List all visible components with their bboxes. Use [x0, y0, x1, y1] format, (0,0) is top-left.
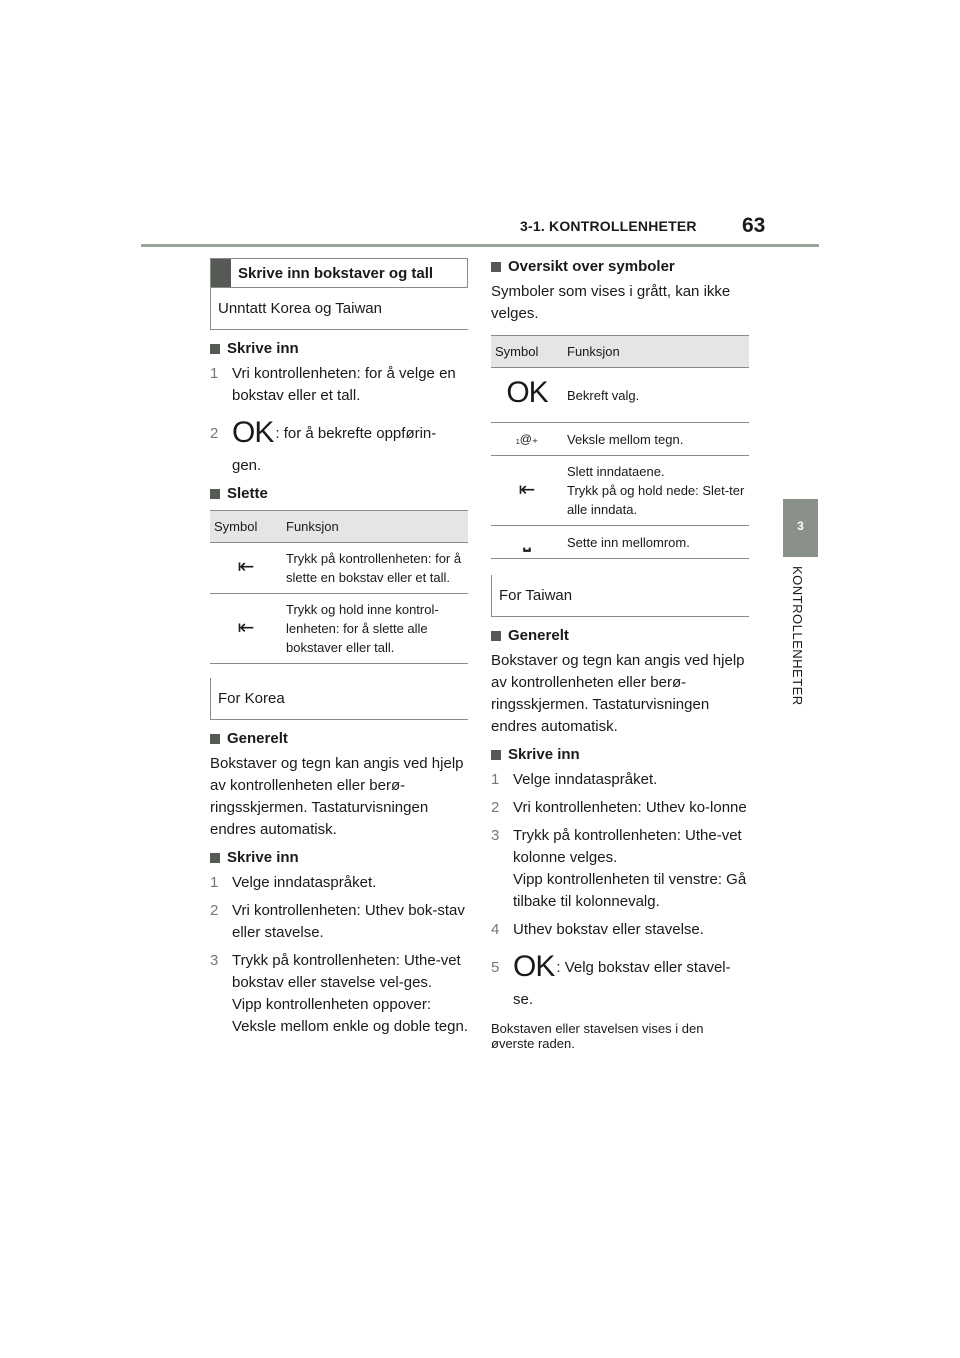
ok-icon: OK: [513, 950, 555, 983]
box-title-text: Skrive inn bokstaver og tall: [238, 264, 434, 282]
table-row: [491, 368, 749, 423]
ok-icon: OK: [232, 416, 274, 449]
heading-write-text: Skrive inn: [227, 849, 299, 866]
table-cell: Bekreft valg.: [563, 368, 749, 423]
delete-table: [210, 510, 468, 664]
step-text: Velge inndataspråket.: [513, 771, 658, 788]
step-2: [210, 900, 468, 944]
switch-characters-icon: ₁@₊: [491, 423, 563, 456]
step-3: [210, 950, 468, 1038]
column-symbol: Symbol: [491, 336, 563, 368]
general-paragraph: Bokstaver og tegn kan angis ved hjelp av kontrollenheten eller berø-ringsskjermen. Tastaturvisningen endres automatisk.: [491, 652, 745, 735]
step-number: 2: [491, 799, 500, 816]
step-3: [491, 825, 749, 913]
step-number: 2: [210, 902, 219, 919]
table-cell: Trykk og hold inne kontrol-lenheten: for å slette alle bokstaver eller tall.: [282, 594, 468, 664]
overview-paragraph: Symboler som vises i grått, kan ikke velges.: [491, 283, 731, 322]
table-cell: Sette inn mellomrom.: [563, 526, 749, 559]
heading-general: [210, 730, 468, 747]
heading-delete: [210, 485, 468, 502]
heading-square-icon: [210, 344, 220, 354]
step-text: Vri kontrollenheten: Uthev ko-lonne: [513, 799, 747, 816]
heading-general-text: Generelt: [508, 627, 569, 644]
heading-square-icon: [210, 734, 220, 744]
backspace-icon: ⇤: [210, 594, 282, 664]
step-1: [210, 363, 468, 407]
step-number: 5: [491, 959, 500, 976]
heading-write-text: Skrive inn: [227, 340, 299, 357]
page-number: 63: [742, 214, 766, 237]
table-header-row: [491, 336, 749, 368]
subtitle-except-korea-taiwan: Unntatt Korea og Taiwan: [210, 288, 468, 330]
heading-overview-text: Oversikt over symboler: [508, 258, 675, 275]
heading-general-text: Generelt: [227, 730, 288, 747]
heading-square-icon: [491, 750, 501, 760]
step-text-main: Trykk på kontrollenheten: Uthe-vet kolonne velges.: [513, 827, 742, 866]
step-number: 4: [491, 921, 500, 938]
step-text: [513, 825, 749, 913]
step-4: [491, 919, 749, 941]
footnote: Bokstaven eller stavelsen vises i den øverste raden.: [491, 1021, 704, 1051]
heading-write-taiwan: [491, 746, 749, 763]
box-title: [210, 258, 468, 288]
heading-delete-text: Slette: [227, 485, 268, 502]
step-text-extra: Vipp kontrollenheten til venstre: Gå tilbake til kolonnevalg.: [513, 871, 747, 910]
table-row: [210, 543, 468, 594]
heading-overview: [491, 258, 749, 275]
table-row: [491, 526, 749, 559]
column-function: Funksjon: [282, 511, 468, 543]
step-number: 3: [491, 827, 500, 844]
left-column: [210, 258, 468, 1044]
table-cell: Trykk på kontrollenheten: for å slette en bokstav eller et tall.: [282, 543, 468, 594]
table-header-row: [210, 511, 468, 543]
subtitle-taiwan: For Taiwan: [491, 575, 749, 617]
heading-square-icon: [210, 853, 220, 863]
heading-write-text: Skrive inn: [508, 746, 580, 763]
table-row: [210, 594, 468, 664]
step-text: Vri kontrollenheten: Uthev bok-stav eller stavelse.: [232, 902, 465, 941]
step-text: Vri kontrollenheten: for å velge en bokstav eller et tall.: [232, 365, 456, 404]
header-rule: [141, 244, 819, 247]
step-number: 1: [491, 771, 500, 788]
table-cell: [563, 456, 749, 526]
heading-square-icon: [491, 631, 501, 641]
step-text-extra: Vipp kontrollenheten oppover: Veksle mellom enkle og doble tegn.: [232, 996, 468, 1035]
table-row: [491, 423, 749, 456]
heading-square-icon: [491, 262, 501, 272]
backspace-icon: ⇤: [491, 456, 563, 526]
step-number: 1: [210, 874, 219, 891]
box-title-bar: [211, 259, 231, 287]
chapter-tab-number: 3: [797, 519, 804, 533]
step-number: 1: [210, 365, 219, 382]
step-number: 3: [210, 952, 219, 969]
step-text: Uthev bokstav eller stavelse.: [513, 921, 704, 938]
step-1: [491, 769, 749, 791]
chapter-tab-label: KONTROLLENHETER: [790, 566, 805, 706]
symbol-table: [491, 335, 749, 559]
section-title: 3-1. KONTROLLENHETER: [520, 218, 697, 234]
general-paragraph: Bokstaver og tegn kan angis ved hjelp av kontrollenheten eller berø-ringsskjermen. Tastaturvisningen endres automatisk.: [210, 755, 464, 838]
step-text: : Velg bokstav eller stavel-: [556, 959, 731, 976]
space-icon: ⎵: [491, 526, 563, 559]
heading-write: [210, 340, 468, 357]
step-text: [232, 950, 468, 1038]
table-cell-line: Slett inndataene.: [567, 464, 665, 479]
right-column: [491, 258, 749, 1051]
column-symbol: Symbol: [210, 511, 282, 543]
table-cell: Veksle mellom tegn.: [563, 423, 749, 456]
heading-square-icon: [210, 489, 220, 499]
backspace-icon: ⇤: [210, 543, 282, 594]
heading-write-korea: [210, 849, 468, 866]
subtitle-korea: For Korea: [210, 678, 468, 720]
column-function: Funksjon: [563, 336, 749, 368]
step-text: Velge inndataspråket.: [232, 874, 377, 891]
step-number: 2: [210, 425, 219, 442]
step-5: [491, 951, 749, 983]
ok-icon: OK: [491, 368, 563, 423]
table-cell-line: Trykk på og hold nede: Slet-ter alle inndata.: [567, 483, 745, 517]
step-text-main: Trykk på kontrollenheten: Uthe-vet bokstav eller stavelse vel-ges.: [232, 952, 461, 991]
step-2: [210, 417, 468, 449]
step-5-continuation: se.: [513, 991, 534, 1008]
step-2: [491, 797, 749, 819]
step-1: [210, 872, 468, 894]
step-2-continuation: gen.: [232, 457, 262, 474]
heading-general: [491, 627, 749, 644]
table-row: [491, 456, 749, 526]
step-text: : for å bekrefte oppførin-: [275, 425, 437, 442]
